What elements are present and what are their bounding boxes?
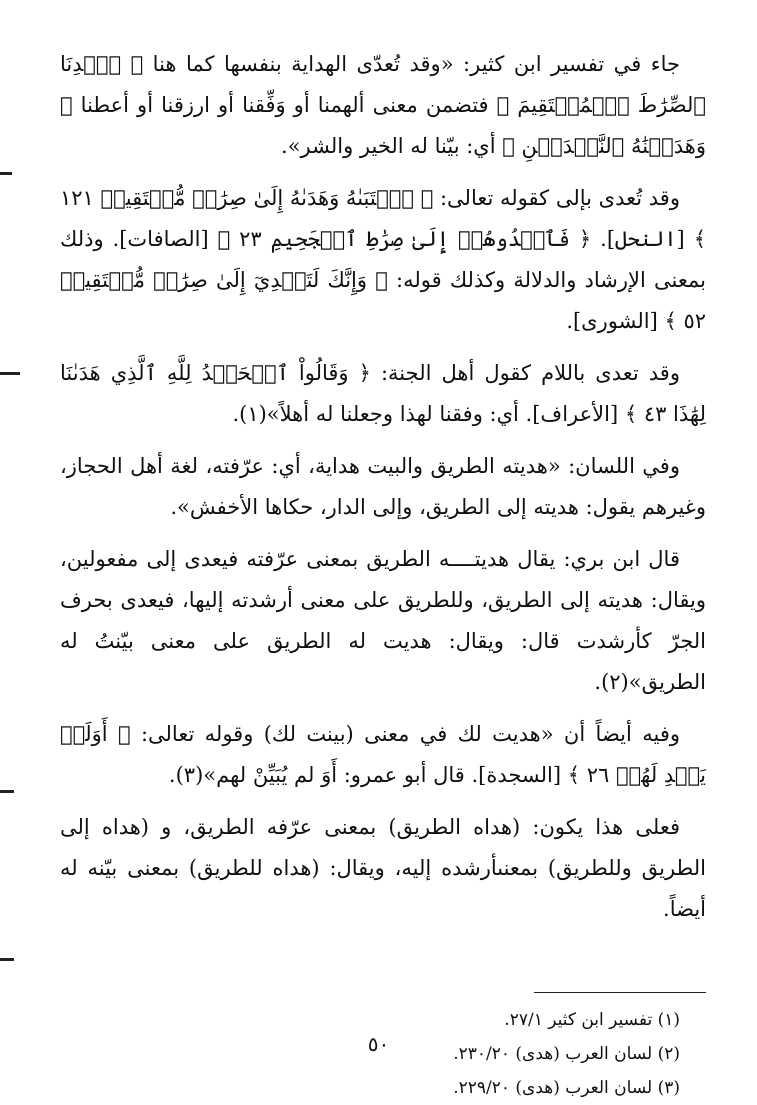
scan-edge-mark [0, 958, 14, 961]
scan-edge-mark [0, 372, 20, 375]
footnote-2: (٢) لسان العرب (هدى) ٢٣٠/٢٠. [453, 1044, 680, 1064]
paragraph-ibn-barri: قال ابن بري: يقال هديتــــه الطريق بمعنى عرّفته فيعدى إلى مفعولين، ويقال: هديته إلى الطريق، وللطريق على معنى أرشدته إليها، فيعدى بحرف الجرّ كأرشدت قال: ويقال: هديت له الطريق على معنى بيّنتُ له الطريق»(٢). [60, 547, 706, 694]
paragraph-conclusion: فعلى هذا يكون: (هداه الطريق) بمعنى عرّفه الطريق، و (هداه إلى الطريق وللطريق) بمعنىأرشده إليه، ويقال: (هداه للطريق) بمعنى بيّنه له أيضاً. [60, 815, 706, 921]
paragraph-bayyantu: وفيه أيضاً أن «هديت لك في معنى (بينت لك) وقوله تعالى: ﴿ أَوَلَمۡ يَهۡدِ لَهُمۡ ٢٦ ﴾ [السجدة]. قال أبو عمرو: أَوَ لم يُبَيِّنْ لهم»(٣). [60, 722, 706, 787]
paragraph-ibn-kathir-quote: جاء في تفسير ابن كثير: «وقد تُعدّى الهداية بنفسها كما هنا ﴿ ٱهۡدِنَا ٱلصِّرَٰطَ ٱلۡمُسۡتَقِيمَ ﴾ فتضمن معنى ألهمنا أو وَفِّقنا أو ارزقنا أو أعطنا ﴿ وَهَدَيۡنَٰهُ ٱلنَّجۡدَيۡنِ ﴾ أي: بيّنا له الخير والشر». [60, 52, 706, 158]
footnote-1: (١) تفسير ابن كثير ٢٧/١. [504, 1010, 680, 1030]
page-body [60, 44, 706, 1105]
footnote-separator [534, 992, 706, 993]
scan-edge-mark [0, 790, 14, 793]
paragraph-lam-usage: وقد تعدى باللام كقول أهل الجنة: ﴿ وَقَالُواْ ٱلۡحَمۡدُ لِلَّهِ ٱلَّذِي هَدَىٰنَا لِهَٰذَا ٤٣ ﴾ [الأعراف]. أي: وفقنا لهذا وجعلنا له أهلاً»(١). [60, 361, 706, 426]
paragraph-ila-usage: وقد تُعدى بإلى كقوله تعالى: ﴿ ٱجۡتَبَىٰهُ وَهَدَىٰهُ إِلَىٰ صِرَٰطٖ مُّسۡتَقِيمٖ ١٢١ ﴾ [النحل]. ﴿ فَٱهۡدُوهُمۡ إِلَىٰ صِرَٰطِ ٱلۡجَحِيمِ ٢٣ ﴾ [الصافات]. وذلك بمعنى الإرشاد والدلالة وكذلك قوله: ﴿ وَإِنَّكَ لَتَهۡدِيٓ إِلَىٰ صِرَٰطٖ مُّسۡتَقِيمٖ ٥٢ ﴾ [الشورى]. [60, 186, 706, 333]
scan-edge-mark [0, 172, 12, 175]
footnote-3: (٣) لسان العرب (هدى) ٢٢٩/٢٠. [453, 1078, 680, 1098]
paragraph-lisan-quote: وفي اللسان: «هديته الطريق والبيت هداية، أي: عرّفته، لغة أهل الحجاز، وغيرهم يقول: هديته إلى الطريق، وإلى الدار، حكاها الأخفش». [60, 454, 706, 519]
page-number: ٥٠ [367, 1032, 390, 1056]
